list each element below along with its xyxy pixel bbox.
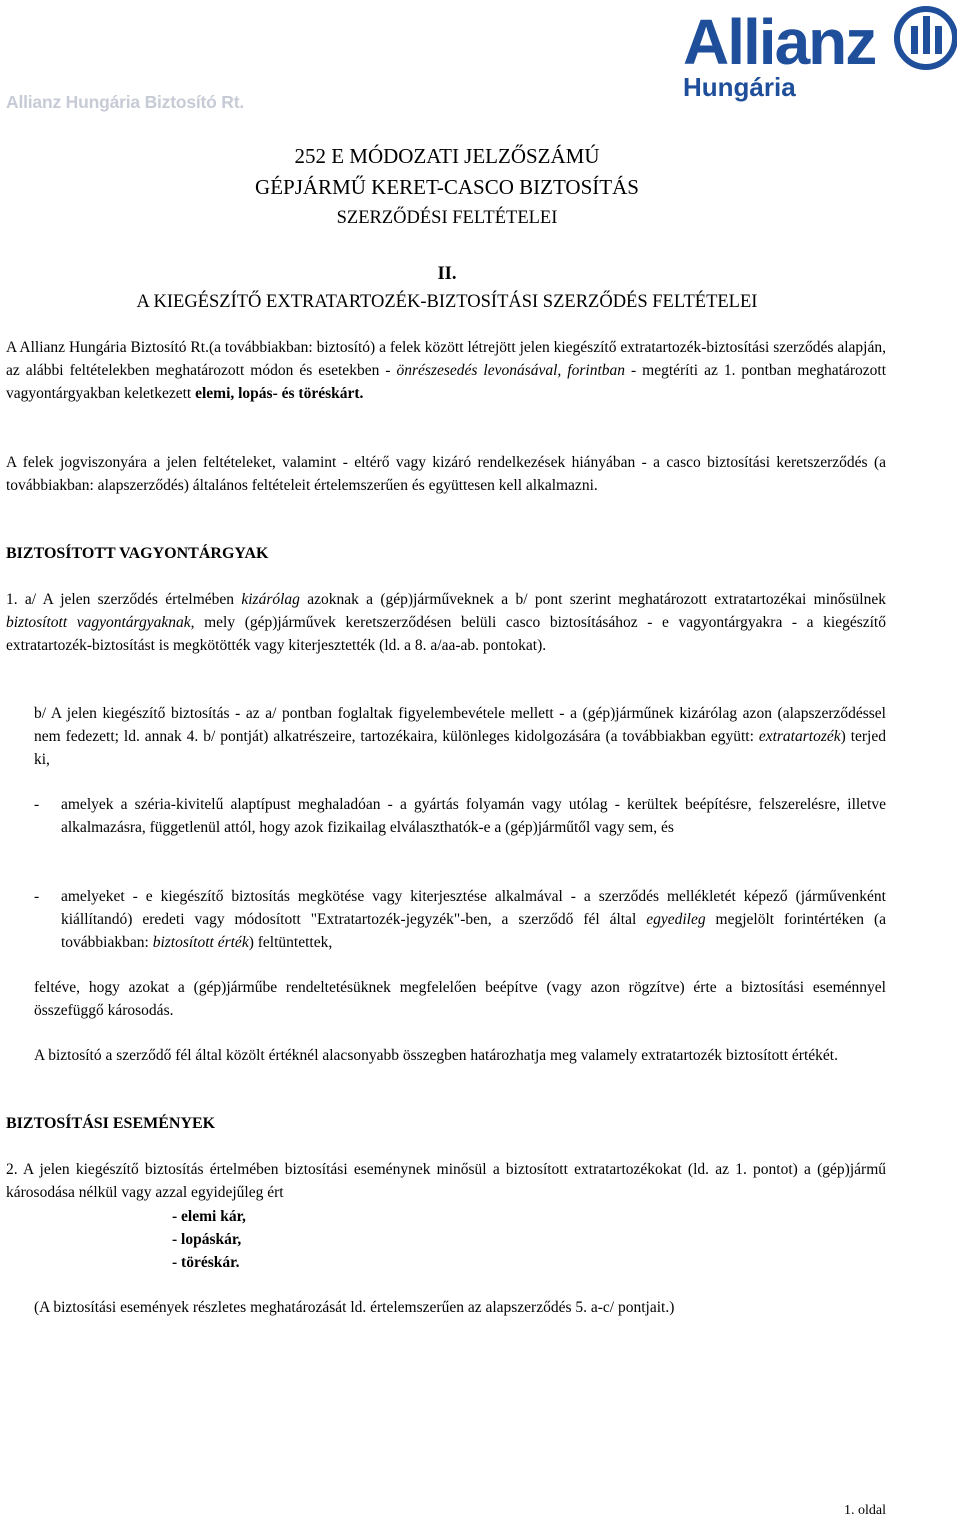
dash-marker: - xyxy=(34,796,40,813)
clause-1b: b/ A jelen kiegészítő biztosítás - az a/ pontban foglaltak figyelembevétele mellett - a (gép)járműnek kizárólag azon (alapszerződéssel nem fedezett; ld. annak 4. b/ pontját) alkatrészeire, tartozékaira, különleges kidolgozására (a továbbiakban együtt: extratartozék) terjed ki, xyxy=(34,705,886,768)
bullet-item: amelyeket - e kiegészítő biztosítás megkötése vagy kiterjesztése alkalmával - a szerződés mellékletét képező (járművenként kiállítandó) eredeti vagy módosított "Extratartozék-jegyzék"-ben, a szerződő fél által egyedileg megjelölt forintértéken (a továbbiakban: biztosított érték) feltüntettek, xyxy=(61,888,886,951)
events-note: (A biztosítási események részletes meghatározását ld. értelemszerűen az alapszerződés 5. a-c/ pontjait.) xyxy=(34,1299,675,1316)
event-item-lopas: - lopáskár, xyxy=(172,1231,242,1248)
company-name: Allianz Hungária Biztosító Rt. xyxy=(6,92,245,112)
allianz-eagle-icon xyxy=(897,9,955,67)
svg-text:Hungária: Hungária xyxy=(683,72,796,102)
page-number: 1. oldal xyxy=(844,1503,886,1518)
event-item-elemi: - elemi kár, xyxy=(172,1208,246,1225)
svg-text:Allianz: Allianz xyxy=(683,6,876,78)
intro-paragraph: A Allianz Hungária Biztosító Rt.(a továbbiakban: biztosító) a felek között létrejött jelen kiegészítő extratartozék-biztosítási szerződés alapján, az alábbi feltételekben meghatározott módon és esetekben - önrészesedés levonásával, forintban - megtéríti az 1. pontban meghatározott vagyontárgyakban keletkezett elemi, lopás- és töréskárt. xyxy=(6,339,887,402)
scope-paragraph: A felek jogviszonyára a jelen feltételeket, valamint - eltérő vagy kizáró rendelkezések hiányában - a casco biztosítási keretszerződés (a továbbiakban: alapszerződés) általános feltételeit értelemszerűen és együttesen kell alkalmazni. xyxy=(6,454,886,494)
insured-items-heading: BIZTOSÍTOTT VAGYONTÁRGYAK xyxy=(6,545,269,562)
section-number: II. xyxy=(437,264,457,284)
section-title: A KIEGÉSZÍTŐ EXTRATARTOZÉK-BIZTOSÍTÁSI SZERZŐDÉS FELTÉTELEI xyxy=(136,292,758,312)
doc-title-line2: GÉPJÁRMŰ KERET-CASCO BIZTOSÍTÁS xyxy=(255,175,639,199)
doc-title-line3: SZERZŐDÉSI FELTÉTELEI xyxy=(336,208,558,228)
clause-1a: 1. a/ A jelen szerződés értelmében kizárólag azoknak a (gép)járműveknek a b/ pont szerint meghatározott extratartozékai minősülnek biztosított vagyontárgyaknak, mely (gép)járművek keretszerződésen belüli casco biztosításához - e vagyontárgyakra - a kiegészítő extratartozék-biztosítást is megkötötték vagy kiterjesztették (ld. a 8. a/aa-ab. pontokat). xyxy=(6,591,886,654)
clause-2: 2. A jelen kiegészítő biztosítás értelmében biztosítási eseménynek minősül a biztosított extratartozékokat (ld. az 1. pontot) a (gép)jármű károsodása nélkül vagy azzal egyidejűleg ért xyxy=(6,1161,886,1201)
value-paragraph: A biztosító a szerződő fél által közölt értéknél alacsonyabb összegben határozhatja meg valamely extratartozék biztosított értékét. xyxy=(34,1047,838,1064)
bullet-item: amelyek a széria-kivitelű alaptípust meghaladóan - a gyártás folyamán vagy utólag - kerültek beépítésre, felszerelésre, illetve alkalmazásra, függetlenül attól, hogy azok fizikailag elválaszthatók-e a (gép)járműtől vagy sem, és xyxy=(61,796,886,836)
doc-title-line1: 252 E MÓDOZATI JELZŐSZÁMÚ xyxy=(294,144,600,168)
event-item-tores: - töréskár. xyxy=(172,1254,240,1271)
dash-marker: - xyxy=(34,888,40,905)
condition-paragraph: feltéve, hogy azokat a (gép)járműbe rendeltetésüknek megfelelően beépítve (vagy azon rögzítve) érte a biztosítási eseménnyel összefüggő károsodás. xyxy=(34,979,886,1019)
insurance-events-heading: BIZTOSÍTÁSI ESEMÉNYEK xyxy=(6,1115,216,1132)
allianz-logo xyxy=(683,2,957,102)
